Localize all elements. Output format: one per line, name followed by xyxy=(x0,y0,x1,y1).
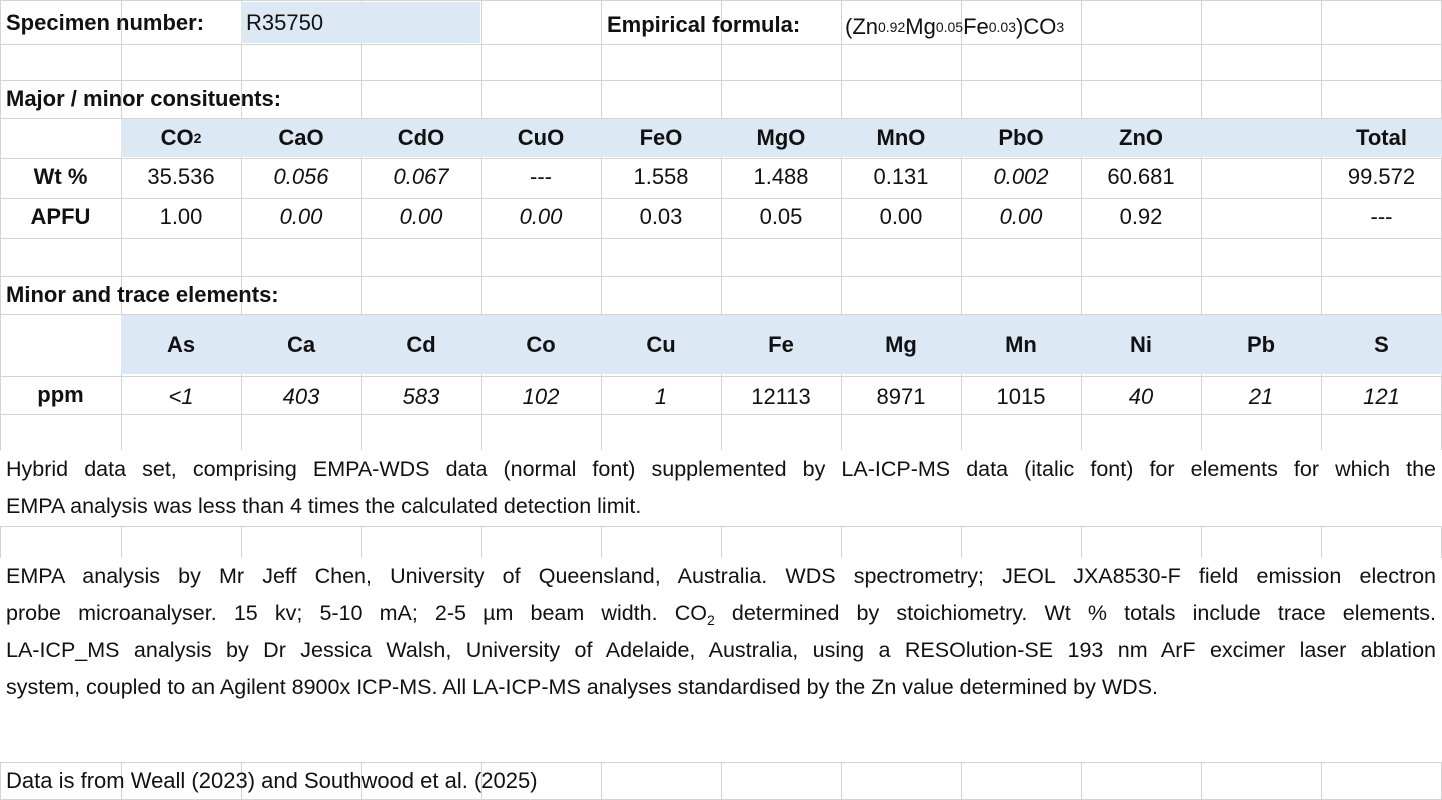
apfu-row-label: APFU xyxy=(30,204,91,229)
apfu-value-8[interactable]: 0.00 xyxy=(999,204,1043,229)
major-header-total[interactable]: Total xyxy=(1356,125,1407,150)
analysis-note-line-2b: determined by stoichiometry. Wt % totals include trace elements. xyxy=(714,601,1436,625)
ppm-value-10[interactable]: 21 xyxy=(1248,384,1274,409)
analysis-note-line-1: EMPA analysis by Mr Jeff Chen, University of Queensland, Australia. WDS spectrometry; JEOL JXA8530-F field emission electron xyxy=(6,564,1436,588)
apfu-value-7[interactable]: 0.00 xyxy=(879,204,923,229)
trace-section-title: Minor and trace elements: xyxy=(6,282,279,307)
trace-header-8[interactable]: Mn xyxy=(1005,331,1037,357)
wt-value-1[interactable]: 35.536 xyxy=(147,164,215,189)
formula-co: )CO xyxy=(1016,14,1057,39)
major-header-co2-base: CO xyxy=(160,125,194,150)
major-header-7[interactable]: PbO xyxy=(998,125,1044,150)
formula-label: Empirical formula: xyxy=(607,12,801,37)
wt-value-3[interactable]: 0.067 xyxy=(393,164,449,189)
trace-header-2[interactable]: Ca xyxy=(286,331,316,357)
major-header-8[interactable]: ZnO xyxy=(1119,125,1163,150)
ppm-value-3[interactable]: 583 xyxy=(402,384,440,409)
apfu-value-6[interactable]: 0.05 xyxy=(759,204,803,229)
ppm-value-9[interactable]: 40 xyxy=(1128,384,1154,409)
grid-row-line xyxy=(0,238,1442,239)
hybrid-note xyxy=(6,451,1436,488)
apfu-value-4[interactable]: 0.00 xyxy=(519,204,563,229)
major-header-4[interactable]: FeO xyxy=(639,125,683,150)
grid-row-line xyxy=(0,526,1442,527)
grid-row-line xyxy=(0,0,1442,1)
apfu-value-2[interactable]: 0.00 xyxy=(279,204,323,229)
grid-row-line xyxy=(0,376,1442,377)
trace-header-4[interactable]: Co xyxy=(526,331,556,357)
wt-value-9[interactable]: 60.681 xyxy=(1107,164,1175,189)
analysis-note-line-2a: probe microanalyser. 15 kv; 5-10 mA; 2-5 µm beam width. CO xyxy=(6,601,707,625)
analysis-co2-sub: 2 xyxy=(706,612,715,628)
analysis-note-line-3: LA-ICP_MS analysis by Dr Jessica Walsh, University of Adelaide, Australia, using a RESOlution-SE 193 nm ArF excimer laser ablation xyxy=(6,638,1436,662)
wt-value-4[interactable]: --- xyxy=(530,164,552,189)
trace-header-11[interactable]: S xyxy=(1374,331,1389,357)
trace-header-5[interactable]: Cu xyxy=(646,331,676,357)
ppm-value-8[interactable]: 1015 xyxy=(996,384,1046,409)
trace-header-6[interactable]: Fe xyxy=(768,331,794,357)
major-section-title: Major / minor consituents: xyxy=(6,86,282,111)
major-header-1[interactable]: CaO xyxy=(278,125,324,150)
ppm-value-6[interactable]: 12113 xyxy=(751,384,811,409)
ppm-value-4[interactable]: 102 xyxy=(522,384,560,409)
apfu-value-3[interactable]: 0.00 xyxy=(399,204,443,229)
major-header-co2[interactable]: CO 2 xyxy=(160,125,202,150)
hybrid-note-line-2: EMPA analysis was less than 4 times the calculated detection limit. xyxy=(6,494,642,518)
wt-value-6[interactable]: 1.488 xyxy=(753,164,809,189)
ppm-value-7[interactable]: 8971 xyxy=(876,384,926,409)
grid-row-line xyxy=(0,44,1442,45)
hybrid-note-line-1: Hybrid data set, comprising EMPA-WDS data (normal font) supplemented by LA-ICP-MS data (italic font) for elements for which the xyxy=(6,457,1436,481)
trace-header-3[interactable]: Cd xyxy=(406,331,436,357)
wt-value-5[interactable]: 1.558 xyxy=(633,164,689,189)
apfu-value-9[interactable]: 0.92 xyxy=(1119,204,1163,229)
wt-value-10[interactable]: 99.572 xyxy=(1347,164,1416,189)
analysis-note-line-4: system, coupled to an Agilent 8900x ICP-MS. All LA-ICP-MS analyses standardised by the Zn value determined by WDS. xyxy=(6,675,1158,699)
major-header-5[interactable]: MgO xyxy=(756,125,806,150)
analysis-note-line-2 xyxy=(6,595,1436,632)
major-header-6[interactable]: MnO xyxy=(876,125,926,150)
formula-zn: (Zn xyxy=(845,14,878,39)
ppm-value-5[interactable]: 1 xyxy=(654,384,668,409)
wt-value-8[interactable]: 0.002 xyxy=(993,164,1049,189)
major-header-2[interactable]: CdO xyxy=(397,125,445,150)
apfu-value-10[interactable]: --- xyxy=(1370,204,1393,229)
trace-header-10[interactable]: Pb xyxy=(1246,331,1276,357)
trace-header-7[interactable]: Mg xyxy=(885,331,917,357)
wt-value-7[interactable]: 0.131 xyxy=(873,164,929,189)
major-header-3[interactable]: CuO xyxy=(517,125,565,150)
formula-mg: Mg xyxy=(905,14,936,39)
wt-row-label: Wt % xyxy=(33,164,88,189)
wt-value-2[interactable]: 0.056 xyxy=(273,164,329,189)
empirical-formula: (Zn 0.92 Mg 0.05 Fe 0.03 )CO 3 xyxy=(845,14,1065,39)
ppm-value-11[interactable]: 121 xyxy=(1363,384,1400,409)
hybrid-note-2 xyxy=(6,488,1436,525)
apfu-value-5[interactable]: 0.03 xyxy=(639,204,683,229)
formula-fe: Fe xyxy=(963,14,989,39)
ppm-value-1[interactable]: <1 xyxy=(168,384,194,409)
apfu-value-1[interactable]: 1.00 xyxy=(159,204,203,229)
trace-header-9[interactable]: Ni xyxy=(1130,331,1152,357)
ppm-value-2[interactable]: 403 xyxy=(282,384,320,409)
analysis-note xyxy=(6,558,1436,706)
specimen-value: R35750 xyxy=(246,10,324,35)
ppm-row-label: ppm xyxy=(37,382,84,407)
specimen-label: Specimen number: xyxy=(6,10,205,35)
trace-header-1[interactable]: As xyxy=(166,331,196,357)
data-source: Data is from Weall (2023) and Southwood et al. (2025) xyxy=(6,768,538,793)
